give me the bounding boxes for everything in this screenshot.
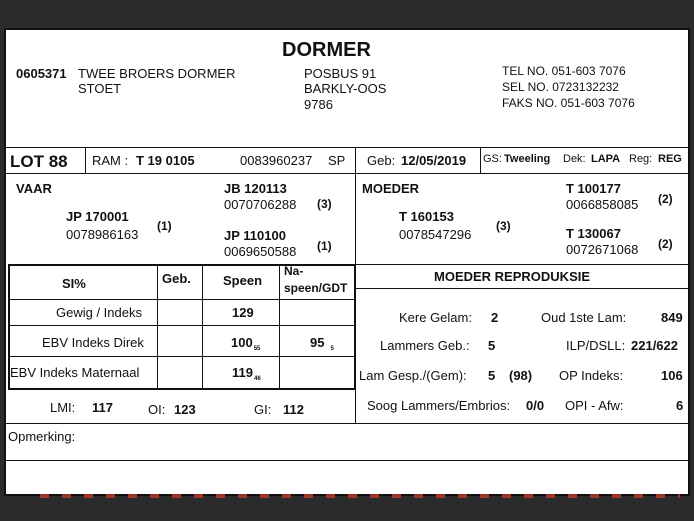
sire-dam-id: JP 110100	[224, 228, 286, 243]
ram-sp: SP	[328, 153, 346, 168]
breeder-address-2: BARKLY-OOS	[304, 81, 387, 96]
sire-dam-mark: (1)	[317, 239, 332, 253]
dam-sire-number: 0066858085	[566, 197, 639, 212]
row-maternal-speen-sub: 46	[253, 376, 261, 382]
sire-mark: (1)	[157, 219, 172, 233]
remarks-label: Opmerking:	[8, 429, 76, 444]
gesp-value: 5	[488, 368, 496, 383]
soog-label: Soog Lammers/Embrios:	[367, 398, 511, 413]
birth-date-label: Geb:	[367, 153, 396, 168]
sire-sire-mark: (3)	[317, 197, 332, 211]
ilp-value: 221/622	[631, 338, 678, 353]
sire-number: 0078986163	[66, 227, 139, 242]
geb-header: Geb.	[162, 271, 191, 286]
divider	[202, 266, 203, 388]
dam-dam-number: 0072671068	[566, 242, 639, 257]
op-label: OP Indeks:	[559, 368, 624, 383]
dam-id: T 160153	[399, 209, 454, 224]
dam-sire-mark: (2)	[658, 192, 673, 206]
sire-dam-number: 0069650588	[224, 244, 297, 259]
breeder-faks: FAKS NO. 051-603 7076	[502, 96, 635, 110]
oud-label: Oud 1ste Lam:	[541, 310, 627, 325]
gi-value: 112	[283, 402, 304, 417]
lmi-value: 117	[92, 400, 113, 415]
row-weight-speen: 129	[232, 305, 254, 320]
sire-sire-id: JB 120113	[224, 181, 287, 196]
divider	[355, 264, 690, 265]
dam-dam-mark: (2)	[658, 237, 673, 251]
divider	[10, 299, 354, 300]
row-direct-speen-sub: 55	[253, 346, 261, 352]
oud-value: 849	[661, 310, 683, 325]
si-table	[8, 264, 356, 390]
row-direct-speen-value: 100	[231, 335, 253, 350]
oi-value: 123	[174, 402, 196, 417]
si-header: SI%	[62, 276, 86, 291]
lammers-value: 5	[488, 338, 496, 353]
naspeen-header-1: Na-	[284, 264, 304, 278]
divider	[10, 325, 354, 326]
gs-value: Tweeling	[504, 153, 551, 165]
naspeen-header-2: speen/GDT	[284, 281, 348, 295]
divider	[355, 288, 690, 289]
divider	[85, 147, 86, 173]
divider	[6, 423, 690, 424]
breeder-code: 0605371	[16, 66, 67, 81]
breeder-address-1: POSBUS 91	[304, 66, 377, 81]
birth-date: 12/05/2019	[401, 153, 467, 168]
divider	[6, 147, 690, 148]
breeder-name: DORMER	[282, 39, 371, 61]
dam-sire-id: T 100177	[566, 181, 621, 196]
breeder-line2: STOET	[78, 81, 122, 96]
divider	[6, 460, 690, 461]
ilp-label: ILP/DSLL:	[566, 338, 626, 353]
divider	[6, 173, 690, 174]
reproduction-title: MOEDER REPRODUKSIE	[434, 269, 591, 284]
row-direct-naspeen-value: 95	[310, 335, 325, 350]
breeder-sel: SEL NO. 0723132232	[502, 80, 619, 94]
opi-label: OPI - Afw:	[565, 398, 624, 413]
reg-value: REG	[658, 153, 682, 165]
sire-id: JP 170001	[66, 209, 129, 224]
divider	[279, 266, 280, 388]
kere-value: 2	[491, 310, 499, 325]
kere-label: Kere Gelam:	[399, 310, 472, 325]
breeder-address-3: 9786	[304, 97, 333, 112]
speen-header: Speen	[223, 273, 263, 288]
row-direct-label: EBV Indeks Direk	[42, 335, 144, 350]
sire-label: VAAR	[16, 181, 52, 196]
ram-number: 0083960237	[240, 153, 313, 168]
row-maternal-speen	[232, 366, 261, 382]
gesp-label: Lam Gesp./(Gem):	[359, 368, 467, 383]
lmi-label: LMI:	[50, 400, 76, 415]
dam-number: 0078547296	[399, 227, 472, 242]
gi-label: GI:	[254, 402, 272, 417]
ram-id: T 19 0105	[136, 153, 195, 168]
op-value: 106	[661, 368, 683, 383]
row-direct-speen	[231, 336, 260, 352]
divider	[10, 356, 354, 357]
opi-value: 6	[676, 398, 684, 413]
lammers-label: Lammers Geb.:	[380, 338, 470, 353]
dek-value: LAPA	[591, 153, 621, 165]
ram-label: RAM :	[92, 153, 129, 168]
oi-label: OI:	[148, 402, 166, 417]
dek-label: Dek:	[563, 153, 586, 165]
soog-value: 0/0	[526, 398, 545, 413]
row-maternal-speen-value: 119	[232, 365, 253, 380]
divider	[480, 147, 481, 173]
divider	[157, 266, 158, 388]
lot-number: LOT 88	[10, 152, 68, 171]
gesp-gem: (98)	[509, 368, 533, 383]
row-direct-naspeen-sub: 5	[330, 346, 334, 352]
row-maternal-label: EBV Indeks Maternaal	[10, 365, 140, 380]
lot-card	[4, 28, 690, 496]
dam-mark: (3)	[496, 219, 511, 233]
row-direct-naspeen	[310, 336, 334, 352]
sire-sire-number: 0070706288	[224, 197, 297, 212]
breeder-line1: TWEE BROERS DORMER	[78, 66, 236, 81]
gs-label: GS:	[483, 153, 502, 165]
row-weight-label: Gewig / Indeks	[56, 305, 142, 320]
dam-dam-id: T 130067	[566, 226, 621, 241]
divider	[355, 147, 356, 173]
reg-label: Reg:	[629, 153, 653, 165]
breeder-tel: TEL NO. 051-603 7076	[502, 64, 626, 78]
dam-label: MOEDER	[362, 181, 420, 196]
cropped-red-text-strip	[40, 494, 680, 498]
